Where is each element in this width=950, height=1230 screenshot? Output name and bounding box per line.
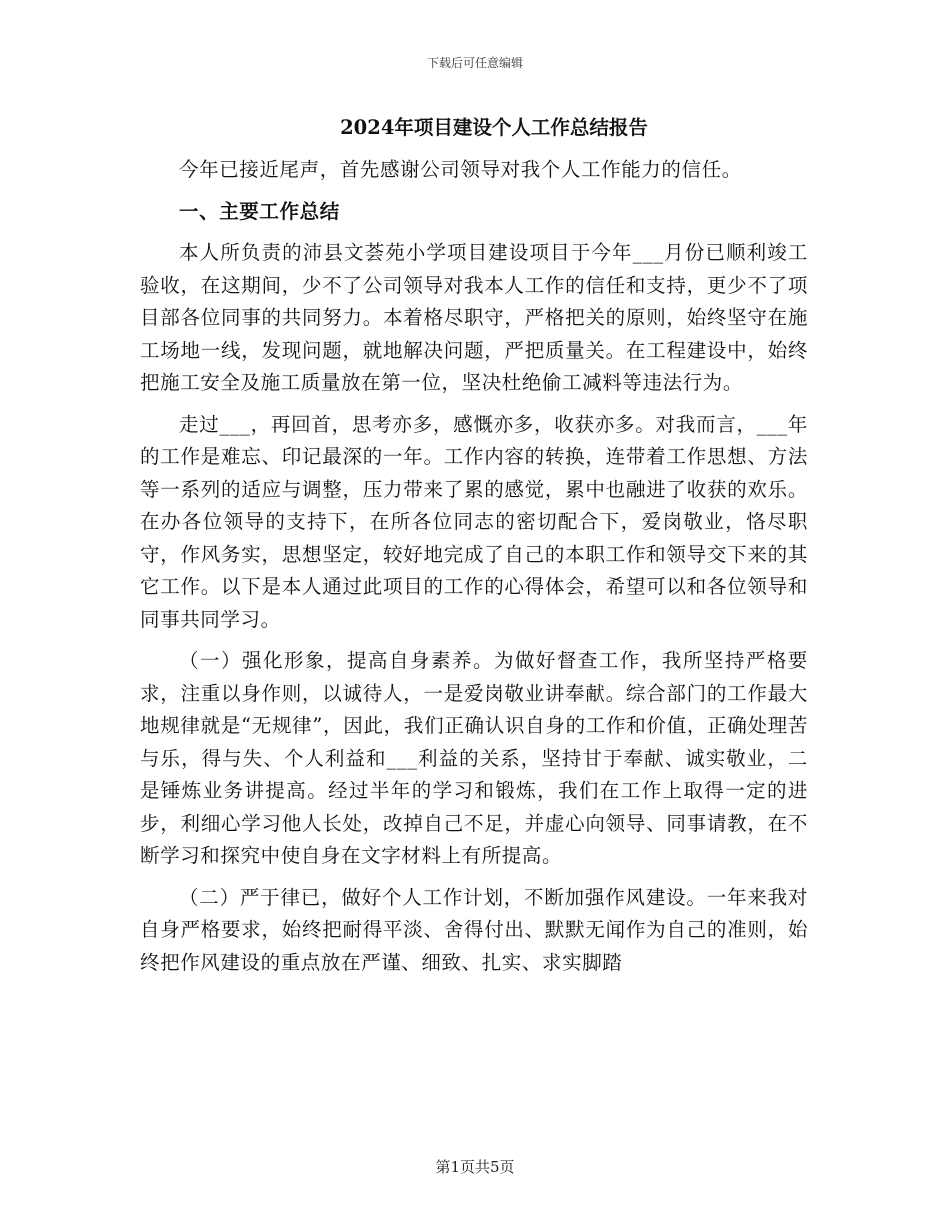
page-header: 下载后可任意编辑 [426,56,523,70]
intro-paragraph: 今年已接近尾声，首先感谢公司领导对我个人工作能力的信任。 [179,158,742,181]
paragraph-2: 走过___，再回首，思考亦多，感慨亦多，收获亦多。对我而言，___年的工作是难忘、印记最深的一年。工作内容的转换，连带着工作思想、方法等一系列的适应与调整，压力带来了累的感觉，累中也融进了收获的欢乐。在办各位领导的支持下，在所各位同志的密切配合下，爱岗敬业，恪尽职守，作风务实，思想坚定，较好地完成了自己的本职工作和领导交下来的其它工作。以下是本人通过此项目的工作的心得体会，希望可以和各位领导和同事共同学习。 [140,412,808,631]
paragraph-3: （一）强化形象，提高自身素养。为做好督查工作，我所坚持严格要求，注重以身作则，以诚待人，一是爱岗敬业讲奉献。综合部门的工作最大地规律就是“无规律”，因此，我们正确认识自身的工作和价值，正确处理苦与乐，得与失、个人利益和___利益的关系，坚持甘于奉献、诚实敬业，二是锤炼业务讲提高。经过半年的学习和锻炼，我们在工作上取得一定的进步，利细心学习他人长处，改掉自己不足，并虚心向领导、同事请教，在不断学习和探究中使自身在文字材料上有所提高。 [140,649,808,867]
document-body [140,112,808,988]
page-footer: 第1页共5页 [435,1158,515,1176]
section-heading: 一、主要工作总结 [179,199,340,223]
document-title: 2024年项目建设个人工作总结报告 [340,116,648,139]
paragraph-1: 本人所负责的沛县文荟苑小学项目建设项目于今年___月份已顺利竣工验收，在这期间，少不了公司领导对我本人工作的信任和支持，更少不了项目部各位同事的共同努力。本着格尽职守，严格把关的原则，始终坚守在施工场地一线，发现问题，就地解决问题，严把质量关。在工程建设中，始终把施工安全及施工质量放在第一位，坚决杜绝偷工减料等违法行为。 [140,241,808,394]
paragraph-4: （二）严于律已，做好个人工作计划，不断加强作风建设。一年来我对自身严格要求，始终把耐得平淡、舍得付出、默默无闻作为自己的准则，始终把作风建设的重点放在严谨、细致、扎实、求实脚踏 [140,885,808,974]
